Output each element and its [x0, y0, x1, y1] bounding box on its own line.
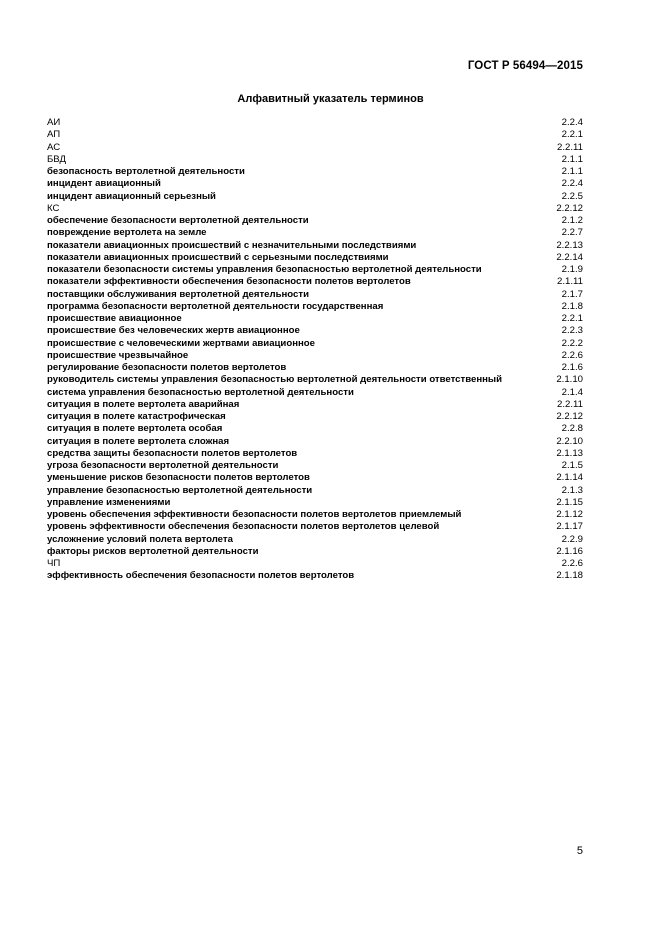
index-reference: 2.1.8	[561, 300, 583, 312]
index-entry	[47, 215, 583, 227]
index-reference: 2.1.18	[556, 570, 583, 582]
index-entry	[47, 142, 583, 154]
index-term: ЧП	[47, 558, 61, 569]
index-term: система управления безопасностью вертолетной деятельности	[47, 386, 354, 398]
index-entry	[47, 387, 583, 399]
index-term: эффективность обеспечения безопасности полетов вертолетов	[47, 570, 355, 582]
index-term: средства защиты безопасности полетов вертолетов	[47, 447, 298, 459]
index-entry	[47, 227, 583, 239]
index-reference: 2.1.6	[561, 362, 583, 373]
index-entry	[47, 362, 583, 374]
index-term: показатели авиационных происшествий с серьезными последствиями	[47, 251, 389, 263]
index-term: инцидент авиационный	[47, 178, 161, 190]
index-entry	[47, 325, 583, 337]
index-reference: 2.2.14	[556, 251, 583, 263]
index-term: поставщики обслуживания вертолетной деятельности	[47, 288, 309, 300]
index-term: усложнение условий полета вертолета	[47, 533, 233, 545]
index-term: обеспечение безопасности вертолетной деятельности	[47, 215, 309, 226]
index-reference: 2.1.10	[556, 374, 583, 386]
index-term: АИ	[47, 117, 61, 128]
index-reference: 2.1.14	[556, 472, 583, 484]
index-entry	[47, 448, 583, 460]
document-standard-id: ГОСТ Р 56494—2015	[467, 60, 583, 72]
index-entry	[47, 485, 583, 497]
index-term: АП	[47, 129, 61, 141]
index-term: повреждение вертолета на земле	[47, 227, 207, 239]
index-term: уровень обеспечения эффективности безопасности полетов вертолетов приемлемый	[47, 509, 462, 520]
index-reference: 2.2.4	[561, 178, 583, 190]
index-entry	[47, 509, 583, 521]
index-reference: 2.1.2	[561, 215, 583, 226]
index-reference: 2.2.13	[556, 239, 583, 251]
index-reference: 2.1.16	[556, 545, 583, 557]
index-reference: 2.2.1	[561, 129, 583, 141]
index-entry	[47, 534, 583, 546]
index-reference: 2.2.11	[557, 141, 583, 153]
index-term: безопасность вертолетной деятельности	[47, 166, 245, 177]
index-term: инцидент авиационный серьезный	[47, 190, 216, 202]
index-entry	[47, 276, 583, 288]
index-term: факторы рисков вертолетной деятельности	[47, 545, 259, 557]
index-entry	[47, 472, 583, 484]
index-entry	[47, 240, 583, 252]
index-reference: 2.1.3	[561, 484, 583, 496]
index-entry	[47, 154, 583, 166]
index-reference: 2.1.9	[561, 264, 583, 275]
index-term: показатели авиационных происшествий с незначительными последствиями	[47, 239, 417, 251]
index-reference: 2.2.3	[561, 325, 583, 337]
index-entry	[47, 399, 583, 411]
index-entry	[47, 497, 583, 509]
index-entry	[47, 411, 583, 423]
index-term: происшествие с человеческими жертвами авиационное	[47, 337, 315, 349]
index-entry	[47, 423, 583, 435]
index-term: ситуация в полете вертолета аварийная	[47, 398, 240, 410]
index-term: АС	[47, 141, 61, 153]
index-entry	[47, 460, 583, 472]
index-reference: 2.2.2	[561, 337, 583, 349]
index-term: КС	[47, 202, 60, 214]
index-entry	[47, 166, 583, 178]
index-reference: 2.2.7	[561, 227, 583, 239]
index-reference: 2.2.5	[561, 190, 583, 202]
index-reference: 2.2.10	[556, 435, 583, 447]
index-entry	[47, 117, 583, 129]
index-term: ситуация в полете вертолета особая	[47, 423, 223, 435]
index-term: уровень эффективности обеспечения безопасности полетов вертолетов целевой	[47, 521, 440, 533]
index-reference: 2.2.6	[561, 349, 583, 361]
index-entry	[47, 338, 583, 350]
index-term: происшествие авиационное	[47, 313, 182, 324]
index-reference: 2.2.12	[556, 411, 583, 422]
index-reference: 2.1.4	[561, 386, 583, 398]
index-title: Алфавитный указатель терминов	[237, 93, 424, 105]
index-reference: 2.2.9	[561, 533, 583, 545]
index-reference: 2.2.8	[561, 423, 583, 435]
index-entry	[47, 264, 583, 276]
index-reference: 2.1.7	[561, 288, 583, 300]
index-entry	[47, 178, 583, 190]
index-entry	[47, 570, 583, 582]
index-term: происшествие чрезвычайное	[47, 349, 189, 361]
index-entry	[47, 301, 583, 313]
index-term: управление изменениями	[47, 496, 171, 508]
index-entry	[47, 313, 583, 325]
index-entry	[47, 350, 583, 362]
index-term: уменьшение рисков безопасности полетов вертолетов	[47, 472, 310, 484]
index-term: угроза безопасности вертолетной деятельности	[47, 460, 279, 471]
index-term: показатели эффективности обеспечения безопасности полетов вертолетов	[47, 276, 411, 288]
term-index-list	[47, 117, 583, 583]
index-entry	[47, 558, 583, 570]
index-reference: 2.1.1	[561, 153, 583, 165]
index-term: ситуация в полете вертолета сложная	[47, 435, 230, 447]
index-term: показатели безопасности системы управления безопасностью вертолетной деятельности	[47, 264, 482, 275]
index-reference: 2.2.11	[557, 398, 583, 410]
index-reference: 2.1.17	[556, 521, 583, 533]
index-entry	[47, 191, 583, 203]
index-reference: 2.2.4	[561, 117, 583, 128]
index-entry	[47, 521, 583, 533]
index-entry	[47, 203, 583, 215]
index-reference: 2.1.11	[557, 276, 583, 288]
index-entry	[47, 252, 583, 264]
index-entry	[47, 374, 583, 386]
index-reference: 2.1.1	[561, 166, 583, 177]
index-reference: 2.2.1	[561, 313, 583, 324]
index-entry	[47, 436, 583, 448]
index-reference: 2.1.15	[556, 496, 583, 508]
index-reference: 2.1.12	[556, 509, 583, 520]
index-term: ситуация в полете катастрофическая	[47, 411, 226, 422]
index-entry	[47, 546, 583, 558]
index-reference: 2.2.6	[561, 558, 583, 569]
index-reference: 2.1.13	[556, 447, 583, 459]
index-term: регулирование безопасности полетов вертолетов	[47, 362, 287, 373]
index-term: БВД	[47, 153, 66, 165]
index-entry	[47, 129, 583, 141]
page-number: 5	[576, 845, 583, 857]
index-term: управление безопасностью вертолетной деятельности	[47, 484, 313, 496]
index-reference: 2.2.12	[556, 202, 583, 214]
index-entry	[47, 289, 583, 301]
index-reference: 2.1.5	[561, 460, 583, 471]
index-term: руководитель системы управления безопасностью вертолетной деятельности ответственный	[47, 374, 503, 386]
index-term: программа безопасности вертолетной деятельности государственная	[47, 300, 384, 312]
index-term: происшествие без человеческих жертв авиационное	[47, 325, 300, 337]
